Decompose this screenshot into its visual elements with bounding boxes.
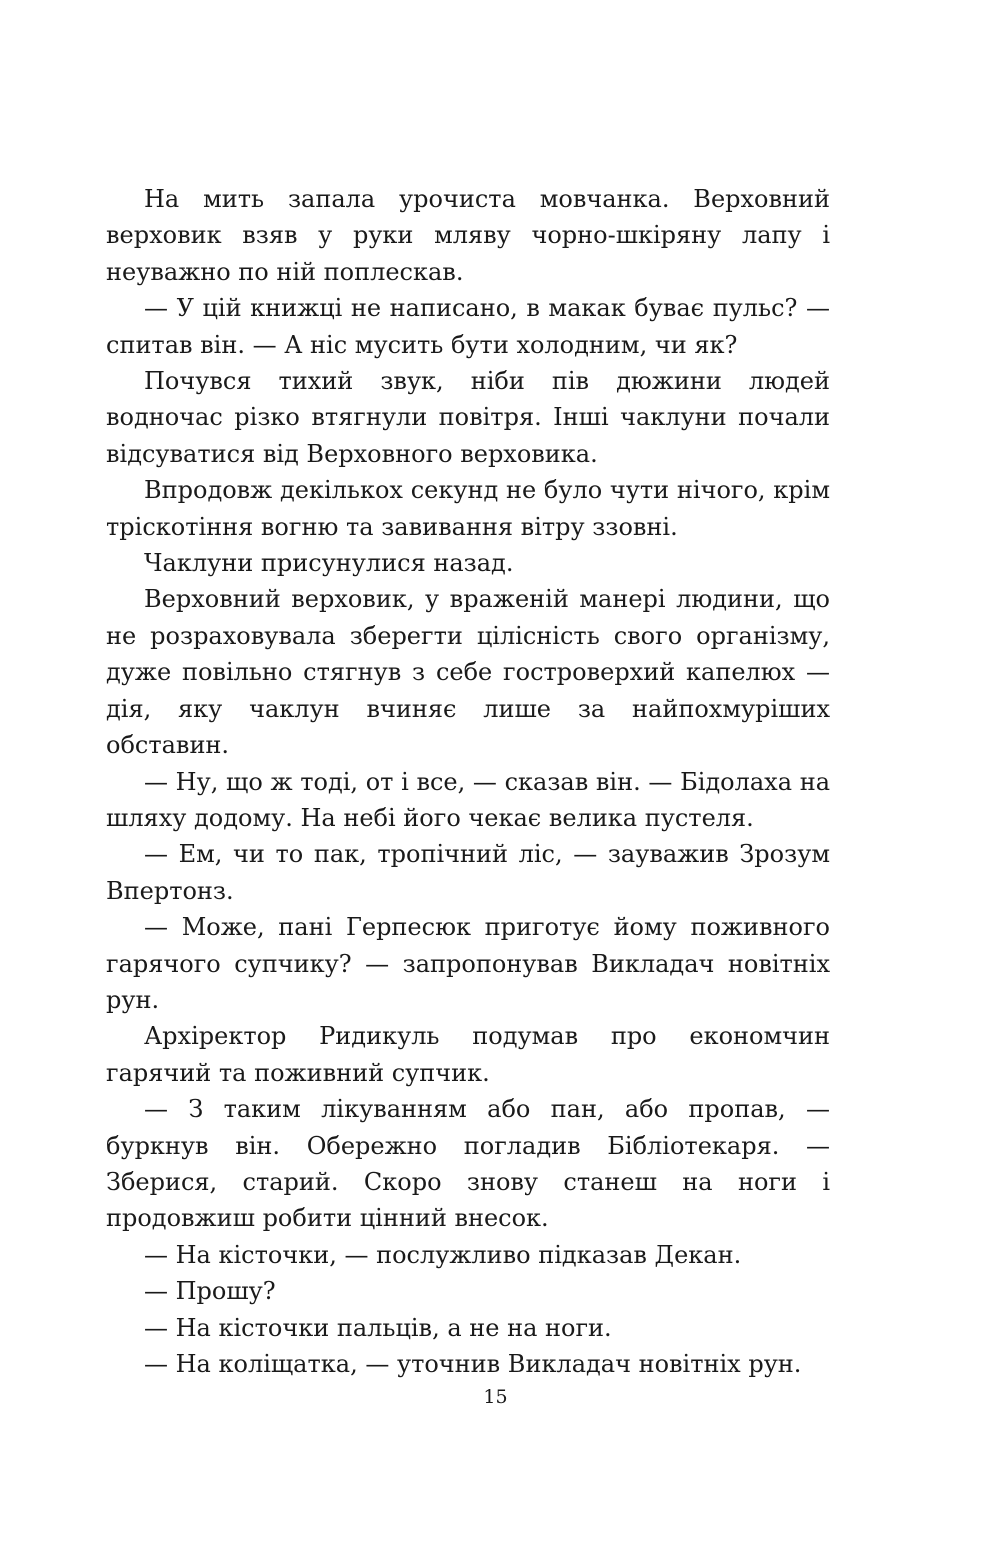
paragraph: Верховний верховик, у враженій манері людини, що не розраховувала зберегти цілісність свого організму, дуже повільно стягнув з себе гостроверхий капелюх — дія, яку чаклун вчиняє лише за найпохмуріших обставин. bbox=[106, 585, 830, 760]
paragraph: На мить запала урочиста мовчанка. Верховний верховик взяв у руки мляву чорно-шкіряну лапу і неуважно по ній поплескав. bbox=[106, 185, 830, 286]
paragraph: — Може, пані Герпесюк приготує йому поживного гарячого супчику? — запропонував Викладач новітніх рун. bbox=[106, 913, 830, 1014]
paragraph: — Ну, що ж тоді, от і все, — сказав він. — Бідолаха на шляху додому. На небі його чекає велика пустеля. bbox=[106, 767, 830, 832]
paragraph: — На кісточки, — послужливо підказав Декан. bbox=[144, 1240, 742, 1269]
page-number: 15 bbox=[483, 1386, 508, 1408]
paragraph: — На коліщатка, — уточнив Викладач новітніх рун. bbox=[144, 1350, 802, 1378]
paragraph: — На кісточки пальців, а не на ноги. bbox=[144, 1313, 612, 1342]
paragraph: — Ем, чи то пак, тропічний ліс, — зауважив Зрозум Впертонз. bbox=[106, 840, 830, 905]
paragraph: — З таким лікуванням або пан, або пропав, — буркнув він. Обережно погладив Бібліотекаря. — Зберися, старий. Скоро знову станеш на ноги і продовжиш робити цінний внесок. bbox=[106, 1095, 830, 1233]
paragraph: Почувся тихий звук, ніби пів дюжини людей водночас різко втягнули повітря. Інші чаклуни почали відсуватися від Верховного верховика. bbox=[106, 367, 830, 468]
paragraph: — У цій книжці не написано, в макак буває пульс? — спитав він. — А ніс мусить бути холодним, чи як? bbox=[106, 294, 830, 359]
paragraph: Чаклуни присунулися назад. bbox=[144, 549, 514, 578]
paragraph: Архіректор Ридикуль подумав про економчин гарячий та поживний супчик. bbox=[106, 1022, 830, 1087]
paragraph: Впродовж декількох секунд не було чути нічого, крім тріскотіння вогню та завивання вітру ззовні. bbox=[106, 476, 830, 541]
page-body bbox=[106, 181, 830, 1382]
paragraph: — Прошу? bbox=[144, 1277, 276, 1306]
